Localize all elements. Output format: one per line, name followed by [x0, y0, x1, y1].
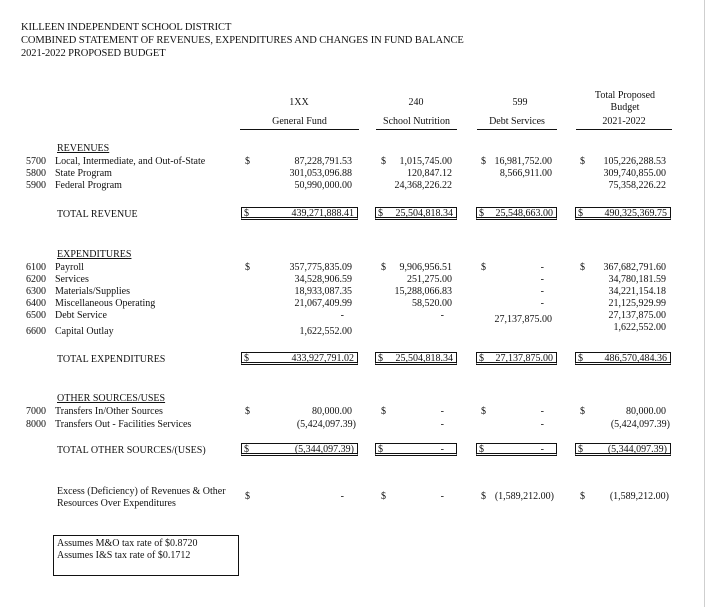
- row-label: Payroll: [55, 262, 84, 273]
- cell-total: 80,000.00: [626, 406, 666, 417]
- cell-general-fund: -: [340, 491, 344, 502]
- dollar-sign: $: [481, 262, 486, 273]
- cell-total: 367,682,791.60: [603, 262, 666, 273]
- dollar-sign: $: [578, 353, 583, 364]
- excess-label-line2: Resources Over Expenditures: [57, 498, 176, 509]
- total-expenditures-total: [575, 352, 671, 365]
- total-value: (5,344,097.39): [607, 444, 667, 455]
- total-revenue-total: [575, 207, 671, 220]
- row-label: Services: [55, 274, 89, 285]
- cell-total: 1,622,552.00: [613, 322, 666, 333]
- expenditures-heading: EXPENDITURES: [57, 249, 132, 260]
- dollar-sign: $: [378, 208, 383, 219]
- cell-general-fund: 1,622,552.00: [299, 326, 352, 337]
- cell-total: 105,226,288.53: [603, 156, 666, 167]
- total-value: 439,271,888.41: [291, 208, 354, 219]
- dollar-sign: $: [580, 262, 585, 273]
- col-general-fund-name: General Fund: [240, 115, 359, 130]
- tax-rate-note: [53, 535, 239, 576]
- dollar-sign: $: [381, 156, 386, 167]
- cell-debt-services: -: [540, 406, 544, 417]
- cell-general-fund: 357,775,835.09: [289, 262, 352, 273]
- statement-title: COMBINED STATEMENT OF REVENUES, EXPENDITURES AND CHANGES IN FUND BALANCE: [21, 35, 464, 46]
- total-value: 490,325,369.75: [604, 208, 667, 219]
- total-other-general-fund: [241, 443, 358, 456]
- dollar-sign: $: [245, 491, 250, 502]
- total-value: 433,927,791.02: [291, 353, 354, 364]
- cell-school-nutrition: -: [440, 406, 444, 417]
- row-code: 6100: [26, 262, 46, 273]
- dollar-sign: $: [481, 156, 486, 167]
- row-code: 6600: [26, 326, 46, 337]
- total-expenditures-school-nutrition: [375, 352, 457, 365]
- cell-total: 21,125,929.99: [608, 298, 666, 309]
- cell-debt-services: -: [540, 286, 544, 297]
- total-expenditures-label: TOTAL EXPENDITURES: [57, 354, 166, 365]
- is-tax-rate: Assumes I&S tax rate of $0.1712: [57, 550, 191, 561]
- cell-total: 34,780,181.59: [608, 274, 666, 285]
- row-code: 7000: [26, 406, 46, 417]
- dollar-sign: $: [481, 406, 486, 417]
- total-value: -: [540, 444, 544, 455]
- dollar-sign: $: [580, 406, 585, 417]
- cell-general-fund: 50,990,000.00: [294, 180, 352, 191]
- col-general-fund-code: 1XX: [289, 97, 309, 108]
- cell-school-nutrition: -: [440, 310, 444, 321]
- row-code: 5800: [26, 168, 46, 179]
- cell-total: (1,589,212.00): [609, 491, 669, 502]
- total-revenue-debt-services: [476, 207, 557, 220]
- total-value: -: [440, 444, 444, 455]
- dollar-sign: $: [381, 406, 386, 417]
- cell-general-fund: 301,053,096.88: [289, 168, 352, 179]
- cell-total: (5,424,097.39): [610, 419, 670, 430]
- cell-total: 309,740,855.00: [603, 168, 666, 179]
- dollar-sign: $: [244, 444, 249, 455]
- col-total-line2: Budget: [610, 102, 640, 113]
- row-label: Capital Outlay: [55, 326, 114, 337]
- row-code: 5900: [26, 180, 46, 191]
- total-expenditures-general-fund: [241, 352, 358, 365]
- total-value: 25,504,818.34: [395, 353, 453, 364]
- total-other-school-nutrition: [375, 443, 457, 456]
- dollar-sign: $: [378, 353, 383, 364]
- dollar-sign: $: [244, 208, 249, 219]
- dollar-sign: $: [578, 208, 583, 219]
- cell-general-fund: 80,000.00: [312, 406, 352, 417]
- cell-debt-services: 27,137,875.00: [494, 314, 552, 325]
- mo-tax-rate: Assumes M&O tax rate of $0.8720: [57, 538, 198, 549]
- cell-school-nutrition: 15,288,066.83: [394, 286, 452, 297]
- cell-general-fund: -: [340, 310, 344, 321]
- dollar-sign: $: [245, 262, 250, 273]
- dollar-sign: $: [479, 353, 484, 364]
- cell-debt-services: 8,566,911.00: [499, 168, 552, 179]
- row-label: Materials/Supplies: [55, 286, 130, 297]
- cell-debt-services: 16,981,752.00: [494, 156, 552, 167]
- row-label: Federal Program: [55, 180, 122, 191]
- row-code: 6400: [26, 298, 46, 309]
- total-other-sources-label: TOTAL OTHER SOURCES/(USES): [57, 445, 206, 456]
- district-name: KILLEEN INDEPENDENT SCHOOL DISTRICT: [21, 22, 232, 33]
- cell-school-nutrition: -: [440, 491, 444, 502]
- col-total-line3: 2021-2022: [576, 115, 672, 130]
- cell-debt-services: (1,589,212.00): [494, 491, 554, 502]
- total-value: (5,344,097.39): [294, 444, 354, 455]
- cell-general-fund: 18,933,087.35: [294, 286, 352, 297]
- total-revenue-general-fund: [241, 207, 358, 220]
- row-label: Debt Service: [55, 310, 107, 321]
- row-label: Miscellaneous Operating: [55, 298, 156, 309]
- row-code: 6500: [26, 310, 46, 321]
- dollar-sign: $: [578, 444, 583, 455]
- row-label: Transfers Out - Facilities Services: [55, 419, 192, 430]
- row-code: 6300: [26, 286, 46, 297]
- cell-total: 75,358,226.22: [608, 180, 666, 191]
- cell-total: 34,221,154.18: [608, 286, 666, 297]
- cell-general-fund: 87,228,791.53: [294, 156, 352, 167]
- total-revenue-label: TOTAL REVENUE: [57, 209, 138, 220]
- cell-school-nutrition: 251,275.00: [407, 274, 452, 285]
- row-code: 8000: [26, 419, 46, 430]
- cell-school-nutrition: 9,906,956.51: [399, 262, 452, 273]
- total-other-total: [575, 443, 671, 456]
- cell-debt-services: -: [540, 419, 544, 430]
- dollar-sign: $: [479, 444, 484, 455]
- col-total-line1: Total Proposed: [594, 90, 656, 101]
- dollar-sign: $: [378, 444, 383, 455]
- total-revenue-school-nutrition: [375, 207, 457, 220]
- total-value: 25,548,663.00: [495, 208, 553, 219]
- dollar-sign: $: [481, 491, 486, 502]
- cell-general-fund: 21,067,409.99: [294, 298, 352, 309]
- dollar-sign: $: [580, 491, 585, 502]
- other-sources-heading: OTHER SOURCES/USES: [57, 393, 166, 404]
- total-expenditures-debt-services: [476, 352, 557, 365]
- dollar-sign: $: [479, 208, 484, 219]
- excess-label-line1: Excess (Deficiency) of Revenues & Other: [57, 486, 226, 497]
- dollar-sign: $: [381, 491, 386, 502]
- col-debt-services-code: 599: [512, 97, 528, 108]
- cell-total: 27,137,875.00: [608, 310, 666, 321]
- cell-debt-services: -: [540, 298, 544, 309]
- cell-school-nutrition: 1,015,745.00: [399, 156, 452, 167]
- dollar-sign: $: [244, 353, 249, 364]
- total-other-debt-services: [476, 443, 557, 456]
- cell-general-fund: (5,424,097.39): [296, 419, 356, 430]
- dollar-sign: $: [245, 156, 250, 167]
- total-value: 486,570,484.36: [604, 353, 667, 364]
- col-school-nutrition-code: 240: [408, 97, 424, 108]
- row-label: Transfers In/Other Sources: [55, 406, 163, 417]
- cell-school-nutrition: 120,847.12: [407, 168, 452, 179]
- row-label: State Program: [55, 168, 112, 179]
- row-code: 6200: [26, 274, 46, 285]
- total-value: 27,137,875.00: [495, 353, 553, 364]
- cell-school-nutrition: -: [440, 419, 444, 430]
- col-school-nutrition-name: School Nutrition: [376, 115, 457, 130]
- total-value: 25,504,818.34: [395, 208, 453, 219]
- cell-school-nutrition: 24,368,226.22: [394, 180, 452, 191]
- revenues-heading: REVENUES: [57, 143, 110, 154]
- col-debt-services-name: Debt Services: [477, 115, 557, 130]
- dollar-sign: $: [245, 406, 250, 417]
- row-code: 5700: [26, 156, 46, 167]
- dollar-sign: $: [580, 156, 585, 167]
- cell-debt-services: -: [540, 274, 544, 285]
- cell-debt-services: -: [540, 262, 544, 273]
- row-label: Local, Intermediate, and Out-of-State: [55, 156, 206, 167]
- cell-general-fund: 34,528,906.59: [294, 274, 352, 285]
- cell-school-nutrition: 58,520.00: [412, 298, 452, 309]
- budget-year: 2021-2022 PROPOSED BUDGET: [21, 48, 166, 59]
- dollar-sign: $: [381, 262, 386, 273]
